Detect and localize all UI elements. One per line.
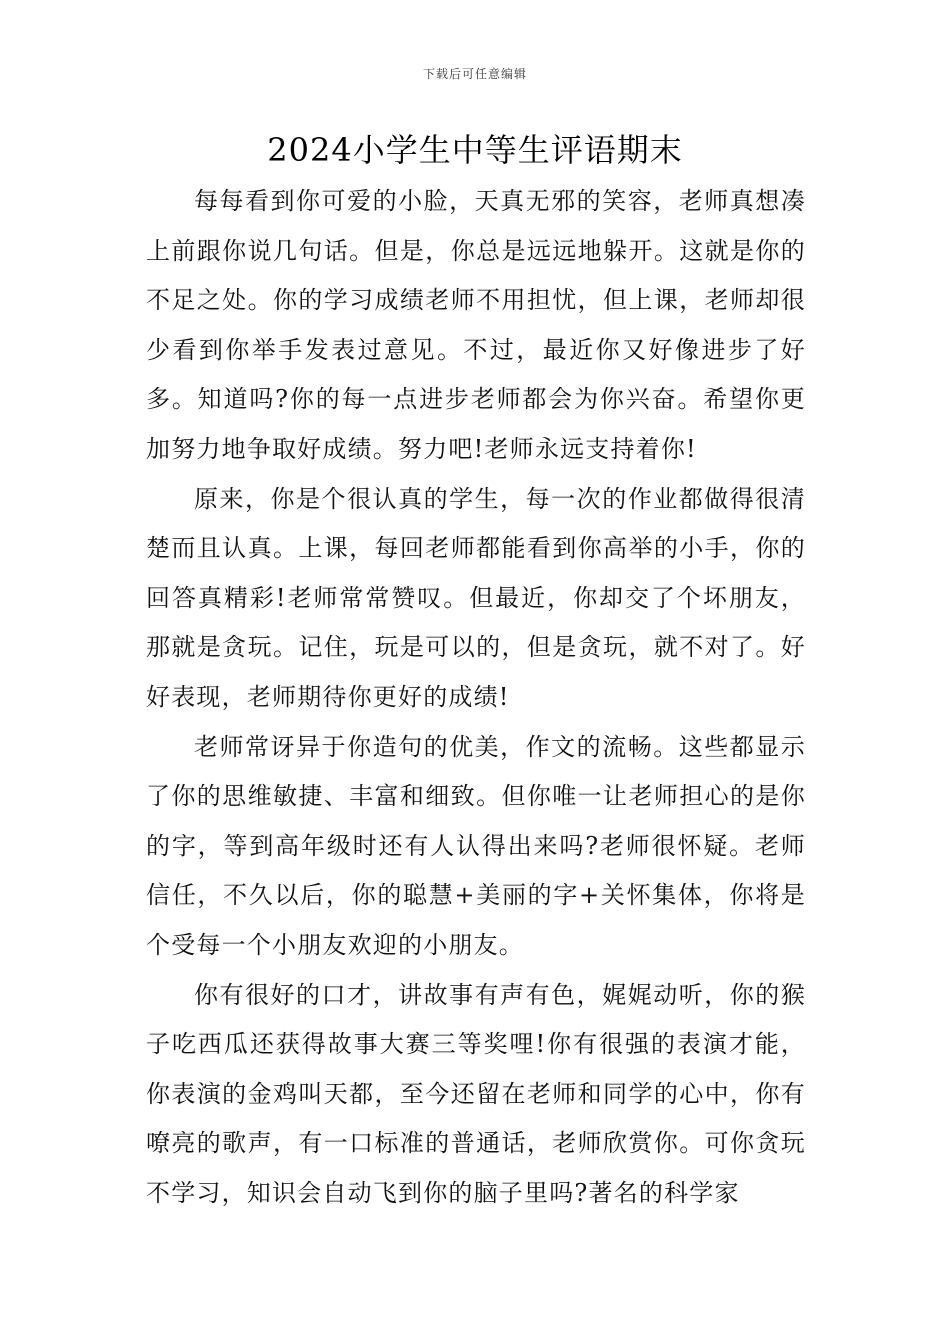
- document-body: [146, 177, 806, 1218]
- paragraph: 老师常讶异于你造句的优美，作文的流畅。这些都显示了你的思维敏捷、丰富和细致。但你唯一让老师担心的是你的字，等到高年级时还有人认得出来吗?老师很怀疑。老师信任，不久以后，你的聪慧+美丽的字+关怀集体，你将是个受每一个小朋友欢迎的小朋友。: [146, 732, 806, 959]
- paragraph: 原来，你是个很认真的学生，每一次的作业都做得很清楚而且认真。上课，每回老师都能看到你高举的小手，你的回答真精彩!老师常常赞叹。但最近，你却交了个坏朋友，那就是贪玩。记住，玩是可以的，但是贪玩，就不对了。好好表现，老师期待你更好的成绩!: [146, 484, 806, 711]
- document-title: 2024小学生中等生评语期末: [267, 131, 683, 169]
- paragraph: 每每看到你可爱的小脸，天真无邪的笑容，老师真想凑上前跟你说几句话。但是，你总是远远地躲开。这就是你的不足之处。你的学习成绩老师不用担忧，但上课，老师却很少看到你举手发表过意见。不过，最近你又好像进步了好多。知道吗?你的每一点进步老师都会为你兴奋。希望你更加努力地争取好成绩。努力吧!老师永远支持着你!: [146, 187, 806, 463]
- paragraph: 你有很好的口才，讲故事有声有色，娓娓动听，你的猴子吃西瓜还获得故事大赛三等奖哩!你有很强的表演才能，你表演的金鸡叫天都，至今还留在老师和同学的心中，你有嘹亮的歌声，有一口标准的普通话，老师欣赏你。可你贪玩不学习，知识会自动飞到你的脑子里吗?著名的科学家: [146, 980, 806, 1207]
- header-note: 下载后可任意编辑: [422, 67, 527, 81]
